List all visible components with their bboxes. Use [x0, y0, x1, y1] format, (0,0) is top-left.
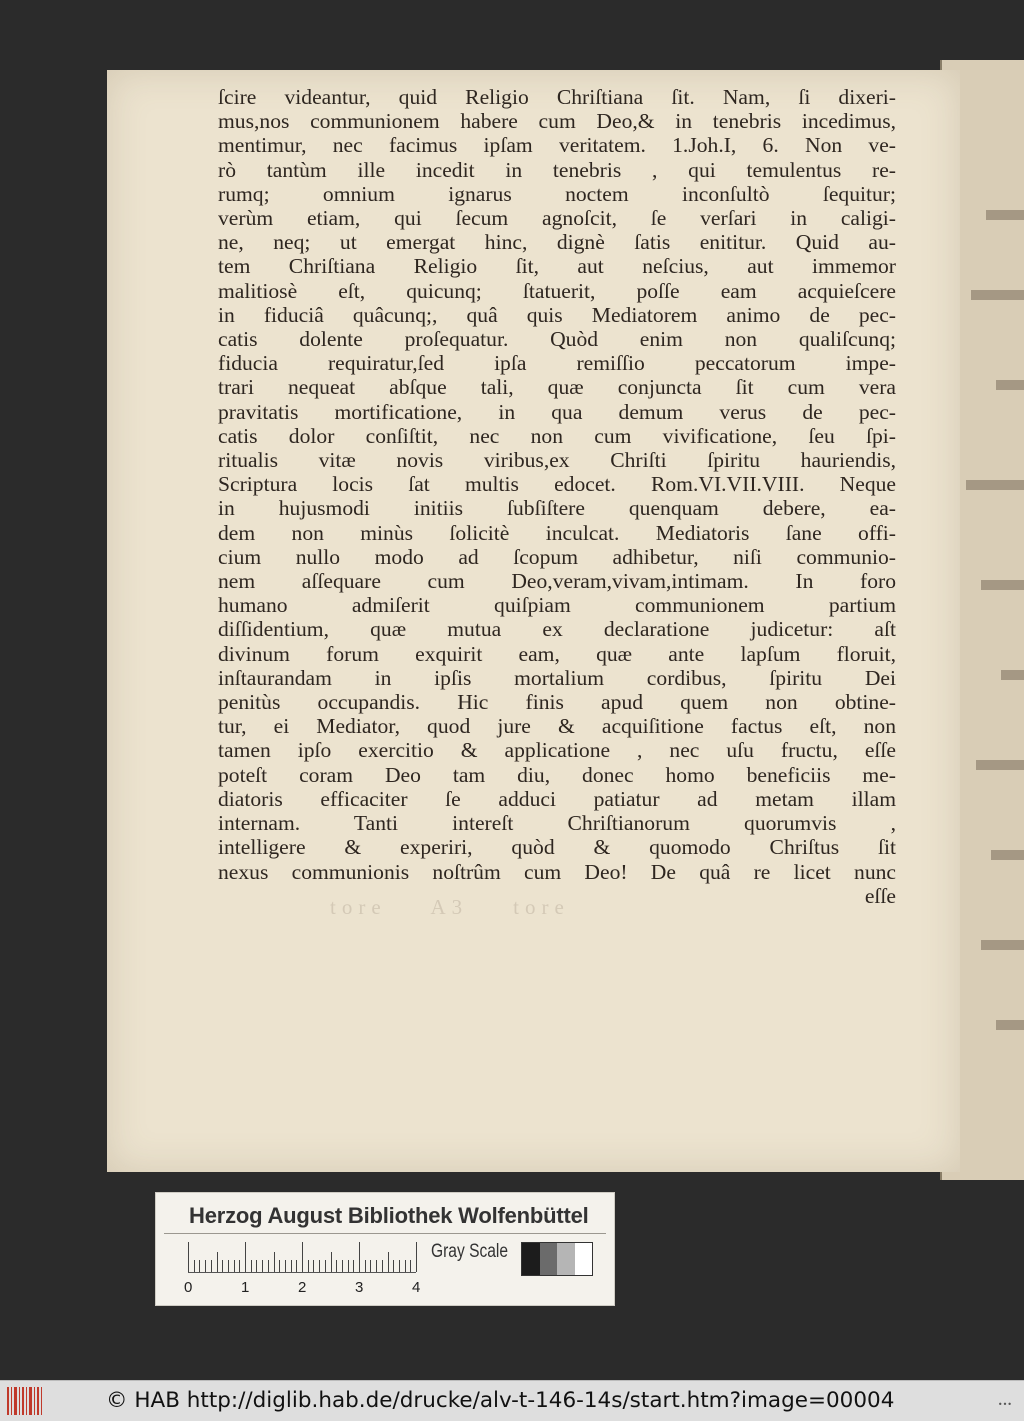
ruler-tick [342, 1260, 343, 1272]
ruler-tick [205, 1260, 206, 1272]
ruler-tick [199, 1260, 200, 1272]
ruler-tick [222, 1260, 223, 1272]
text-line: verùm etiam, qui ſecum agnoſcit, ſe verſari in caligi- [218, 206, 896, 231]
gray-swatch [540, 1243, 558, 1275]
ruler-tick [279, 1260, 280, 1272]
ruler-tick [376, 1260, 377, 1272]
text-line: intelligere & experiri, quòd & quomodo Chriſtus ſit [218, 835, 896, 860]
text-line: divinum forum exquirit eam, quæ ante lapſum floruit, [218, 641, 896, 666]
gray-scale-swatches [521, 1242, 593, 1276]
ruler-tick [217, 1252, 218, 1272]
text-line: penitùs occupandis. Hic finis apud quem non obtine- [218, 690, 896, 715]
ruler-tick [393, 1260, 394, 1272]
ruler-number: 4 [412, 1279, 421, 1296]
barcode-logo-icon [6, 1385, 46, 1417]
text-line: Scriptura locis ſat multis edocet. Rom.VI.VII.VIII. Neque [218, 472, 896, 497]
ruler-tick [285, 1260, 286, 1272]
text-line: diatoris efficaciter ſe adduci patiatur ad metam illam [218, 786, 896, 811]
ruler-tick [410, 1260, 411, 1272]
text-line: internam. Tanti intereſt Chriſtianorum quorumvis , [218, 811, 896, 836]
text-line: dem non minùs ſolicitè inculcat. Mediatoris ſane offi- [218, 520, 896, 545]
ruler-tick [291, 1260, 292, 1272]
ruler-tick [256, 1260, 257, 1272]
text-line: tem Chriſtiana Religio ſit, aut neſcius, aut immemor [218, 254, 896, 279]
catchword: eſſe [864, 883, 896, 908]
gray-swatch [575, 1243, 593, 1275]
ruler-tick [359, 1242, 360, 1272]
text-line: ne, neq; ut emergat hinc, dignè ſatis enititur. Quid au- [218, 230, 896, 255]
ruler-tick [228, 1260, 229, 1272]
measurement-ruler [188, 1242, 416, 1273]
label-divider [164, 1233, 606, 1234]
ruler-number: 2 [298, 1279, 307, 1296]
text-line: diſſidentium, quæ mutua ex declaratione judicetur: aſt [218, 617, 896, 642]
text-line: nem aſſequare cum Deo,veram,vivam,intimam. In foro [218, 569, 896, 594]
ruler-tick [239, 1260, 240, 1272]
footer-bar [0, 1380, 1024, 1421]
text-line: fiducia requiratur,ſed ipſa remiſſio peccatorum impe- [218, 351, 896, 376]
ruler-tick [234, 1260, 235, 1272]
page-text [218, 85, 896, 908]
ruler-tick [319, 1260, 320, 1272]
ruler-tick [325, 1260, 326, 1272]
ruler-number: 0 [184, 1279, 193, 1296]
ruler-tick [405, 1260, 406, 1272]
text-line: catis dolente proſequatur. Quòd enim non qualiſcunq; [218, 327, 896, 352]
ruler-tick [188, 1242, 189, 1272]
library-name: Herzog August Bibliothek Wolfenbüttel [189, 1203, 589, 1228]
ruler-tick [308, 1260, 309, 1272]
text-line: malitiosè eſt, quicunq; ſtatuerit, poſſe eam acquieſcere [218, 278, 896, 303]
ruler-tick [336, 1260, 337, 1272]
gray-swatch [557, 1243, 575, 1275]
text-line: nexus communionis noſtrûm cum Deo! De quâ re licet nunc [218, 859, 896, 884]
ruler-tick [296, 1260, 297, 1272]
ruler-tick [365, 1260, 366, 1272]
text-line: in fiduciâ quâcunq;, quâ quis Mediatorem animo de pec- [218, 302, 896, 327]
text-line: ſcire videantur, quid Religio Chriſtiana ſit. Nam, ſi dixeri- [218, 85, 896, 109]
ruler-tick [399, 1260, 400, 1272]
library-label [155, 1192, 615, 1306]
text-line: rò tantùm ille incedit in tenebris , qui temulentus re- [218, 157, 896, 182]
ruler-tick [382, 1260, 383, 1272]
text-line: catis dolor conſiſtit, nec non cum vivificatione, ſeu ſpi- [218, 423, 896, 448]
text-line: cium nullo modo ad ſcopum adhibetur, niſi communio- [218, 544, 896, 569]
copyright-url: © HAB http://diglib.hab.de/drucke/alv-t-146-14s/start.htm?image=00004 [106, 1388, 895, 1413]
ruler-tick [353, 1260, 354, 1272]
ruler-tick [194, 1260, 195, 1272]
text-line: poteſt coram Deo tam diu, donec homo beneficiis me- [218, 762, 896, 787]
text-line: humano admiſerit quiſpiam communionem partium [218, 593, 896, 618]
ruler-tick [274, 1252, 275, 1272]
ruler-tick [416, 1242, 417, 1272]
ruler-tick [251, 1260, 252, 1272]
show-through-text: tore A3 tore [330, 895, 570, 919]
text-line: pravitatis mortificatione, in qua demum verus de pec- [218, 399, 896, 424]
text-line: in hujusmodi initiis ſubſiſtere quenquam debere, ea- [218, 496, 896, 521]
ruler-number: 3 [355, 1279, 364, 1296]
text-line: tamen ipſo exercitio & applicatione , nec uſu fructu, eſſe [218, 738, 896, 763]
text-line: ritualis vitæ novis viribus,ex Chriſti ſpiritu hauriendis, [218, 448, 896, 473]
ruler-tick [370, 1260, 371, 1272]
text-line: mentimur, nec facimus ipſam veritatem. 1.Joh.I, 6. Non ve- [218, 133, 896, 158]
more-options-icon[interactable]: ••• [997, 1400, 1012, 1409]
text-line: tur, ei Mediator, quod jure & acquiſitione factus eſt, non [218, 714, 896, 739]
ruler-tick [211, 1260, 212, 1272]
text-line: trari nequeat abſque tali, quæ conjuncta ſit cum vera [218, 375, 896, 400]
text-line: inſtaurandam in ipſis mortalium cordibus, ſpiritu Dei [218, 665, 896, 690]
ruler-tick [313, 1260, 314, 1272]
ruler-tick [262, 1260, 263, 1272]
gray-scale-label: Gray Scale [431, 1241, 509, 1262]
text-line: mus,nos communionem habere cum Deo,& in tenebris incedimus, [218, 109, 896, 134]
text-line: rumq; omnium ignarus noctem inconſultò ſequitur; [218, 181, 896, 206]
gray-swatch [522, 1243, 540, 1275]
ruler-tick [348, 1260, 349, 1272]
ruler-number: 1 [241, 1279, 250, 1296]
ruler-tick [302, 1242, 303, 1272]
ruler-tick [388, 1252, 389, 1272]
ruler-tick [245, 1242, 246, 1272]
ruler-tick [331, 1252, 332, 1272]
ruler-tick [268, 1260, 269, 1272]
